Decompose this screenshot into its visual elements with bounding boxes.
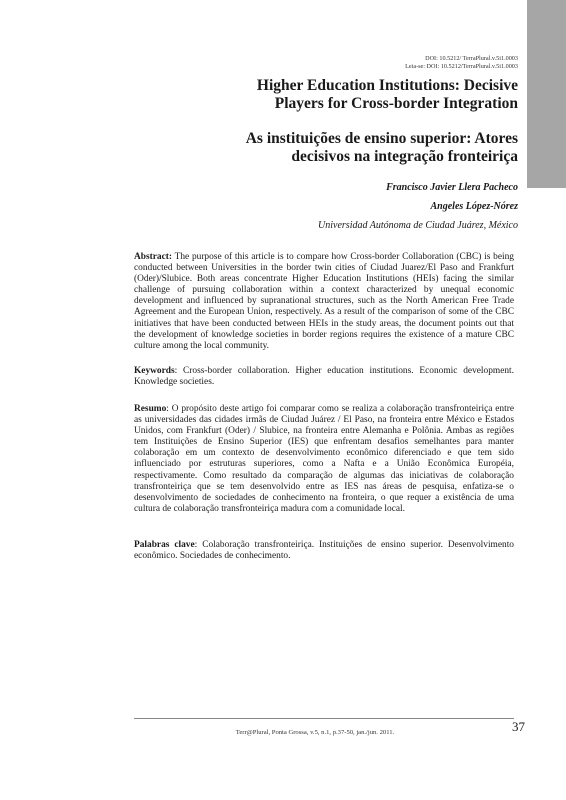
side-bar-white-area [527, 188, 566, 800]
resumo-text: : O propósito deste artigo foi comparar como se realiza a colaboração transfronteiriça entre as universidades das cidades irmãs de Ciudad Juárez / El Paso, na fronteira entre México e Estados Unidos, com Frankfurt (Oder) / Slubice, na fronteira entre Alemanha e Polônia. Ambas as regiões tem Instituições de Ensino Superior (IES) que enfrentam desafios semelhantes para manter colaboração em um contexto de desenvolvimento econômico diferenciado e que tem sido influenciado por estruturas superiores, como a Nafta e a União Econômica Européia, respectivamente. Como resultado da comparação de algumas das iniciativas de colaboração transfronteiriça que se tem desenvolvido entre as IES nas áreas de pesquisa, enfatiza-se o desenvolvimento de sociedades de conhecimento na fronteira, o que requer a existência de uma cultura de colaboração transfronteiriça madura com a comunidade local. [134, 404, 514, 514]
title-portuguese [158, 130, 518, 166]
abstract-label: Abstract: [134, 252, 173, 262]
author-1: Francisco Javier Llera Pacheco [386, 182, 518, 193]
abstract-paragraph [134, 252, 514, 352]
footer-rule [134, 718, 514, 719]
affiliation: Universidad Autónoma de Ciudad Juárez, México [318, 220, 518, 231]
palabras-clave-text: : Colaboração transfronteiriça. Instituições de ensino superior. Desenvolvimento econômico. Sociedades de conhecimento. [134, 540, 514, 562]
title-english [158, 77, 518, 113]
palabras-clave-paragraph [134, 540, 514, 562]
resumo-paragraph [134, 404, 514, 515]
footer-citation: Terr@Plural, Ponta Grossa, v.5, n.1, p.37-50, jan./jun. 2011. [235, 729, 395, 736]
doi-header [258, 55, 518, 71]
doi-read-line: Leia-se: DOI: 10.5212/TerraPlural.v.5i1.0003 [405, 63, 518, 70]
keywords-label: Keywords [134, 366, 175, 376]
page-number: 37 [512, 719, 525, 734]
author-2: Angeles López-Nórez [430, 201, 518, 212]
title-english-line-2: Players for Cross-border Integration [274, 95, 518, 112]
resumo-label: Resumo [134, 404, 167, 414]
palabras-clave-label: Palabras clave [134, 540, 195, 550]
abstract-text: The purpose of this article is to compare how Cross-border Collaboration (CBC) is being conducted between Universities in the border twin cities of Ciudad Juarez/El Paso and Frankfurt (Oder)/Slubice. Both areas concentrate Higher Education Institutions (HEIs) facing the similar challenge of pursuing collaboration within a context characterized by unequal economic development and influenced by supranational structures, such as the North American Free Trade Agreement and the European Union, respectively. As a result of the comparison of some of the CBC initiatives that have been conducted between HEIs in the study areas, the document points out that the development of knowledge societies in border regions requires the existence of a mature CBC culture among the local community. [134, 252, 514, 351]
keywords-text: : Cross-border collaboration. Higher education institutions. Economic development. Knowledge societies. [134, 366, 514, 388]
doi-line: DOI: 10.5212/ TerraPlural.v.5i1.0003 [425, 55, 518, 62]
title-portuguese-line-2: decisivos na integração fronteiriça [291, 148, 518, 165]
keywords-paragraph [134, 366, 514, 388]
title-english-line-1: Higher Education Institutions: Decisive [256, 77, 518, 94]
title-portuguese-line-1: As instituições de ensino superior: Atores [245, 130, 518, 147]
